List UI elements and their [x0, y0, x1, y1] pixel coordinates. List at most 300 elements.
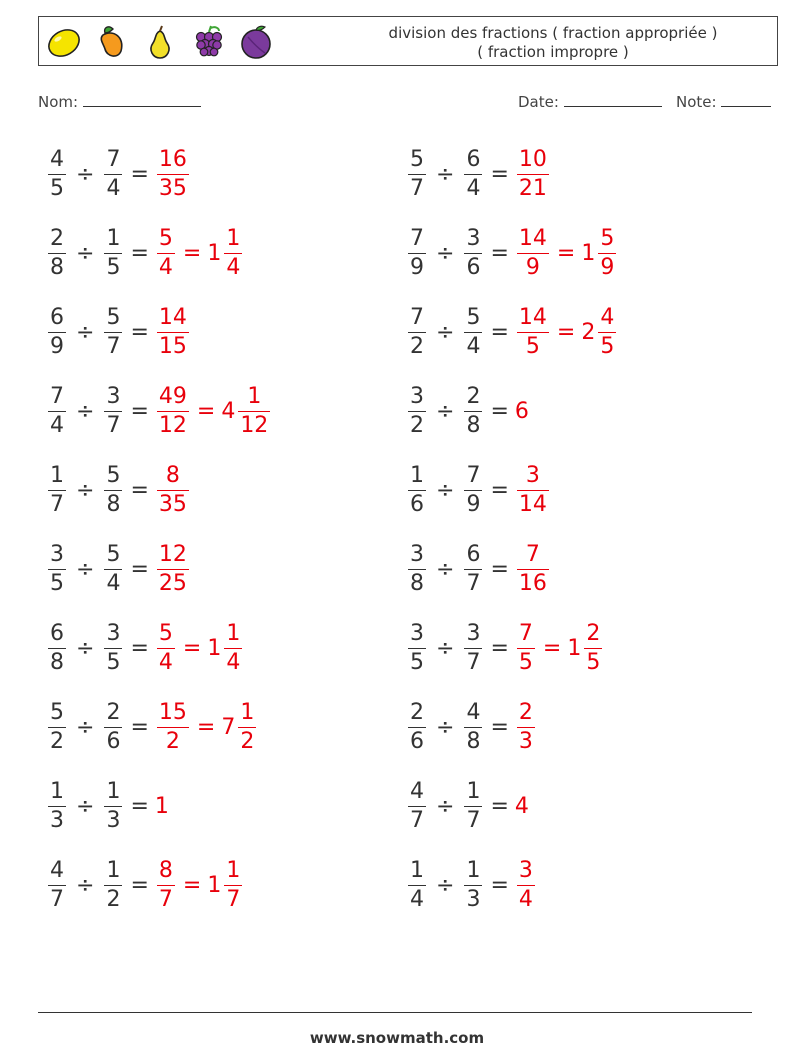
numerator: 6: [466, 541, 481, 567]
numerator: 7: [410, 304, 424, 330]
divisor-fraction: [464, 225, 482, 280]
mixed-whole: 1: [567, 635, 582, 661]
problem-item: [46, 459, 191, 521]
divisor-fraction: [464, 541, 482, 596]
denominator: 4: [410, 886, 424, 912]
equals-sign: =: [490, 872, 509, 898]
numerator: 3: [410, 383, 424, 409]
fruit-icons: [45, 23, 275, 61]
answer-fraction: [157, 383, 189, 438]
divisor-fraction: [104, 620, 122, 675]
divisor-fraction: [464, 462, 482, 517]
equals-sign: =: [130, 714, 149, 740]
denominator: 3: [466, 886, 481, 912]
divisor-fraction: [464, 778, 482, 833]
denominator: 8: [106, 491, 121, 517]
denominator: 2: [410, 333, 424, 359]
answer-fraction: [517, 462, 549, 517]
answer-fraction: [517, 225, 549, 280]
numerator: 2: [518, 699, 533, 725]
dividend-fraction: [408, 699, 426, 754]
denominator: 4: [158, 649, 173, 675]
numerator: 5: [106, 304, 121, 330]
numerator: 1: [50, 462, 64, 488]
problem-item: [406, 301, 618, 363]
date-label: Date:: [518, 93, 559, 111]
divide-sign: ÷: [76, 477, 95, 503]
mixed-fraction: [224, 620, 242, 675]
answer: [515, 699, 537, 754]
answer: [515, 225, 618, 280]
denominator: 4: [466, 175, 481, 201]
equals-sign: =: [490, 635, 509, 661]
pear-icon: [141, 23, 179, 61]
numerator: 7: [410, 225, 424, 251]
denominator: 7: [410, 807, 424, 833]
answer: [155, 304, 191, 359]
divisor-fraction: [104, 541, 122, 596]
dividend-fraction: [48, 778, 66, 833]
numerator: 7: [106, 146, 121, 172]
divide-sign: ÷: [436, 398, 455, 424]
equals-sign: =: [490, 477, 509, 503]
denominator: 7: [50, 886, 64, 912]
problem-item: [46, 854, 244, 916]
problem-item: [46, 538, 191, 600]
numerator: 1: [466, 857, 481, 883]
divide-sign: ÷: [76, 161, 95, 187]
name-field: [38, 92, 201, 111]
denominator: 21: [518, 175, 547, 201]
numerator: 7: [50, 383, 64, 409]
answer: [515, 857, 537, 912]
numerator: 1: [226, 620, 241, 646]
denominator: 2: [240, 728, 255, 754]
answer-fraction: [517, 620, 535, 675]
numerator: 12: [158, 541, 187, 567]
dividend-fraction: [408, 620, 426, 675]
answer-equals-sign: =: [196, 714, 216, 740]
date-field: [518, 92, 662, 111]
divisor-fraction: [104, 383, 122, 438]
dividend-fraction: [48, 541, 66, 596]
dividend-fraction: [408, 225, 426, 280]
equals-sign: =: [130, 872, 149, 898]
divide-sign: ÷: [76, 556, 95, 582]
mixed-fraction: [238, 699, 256, 754]
denominator: 15: [158, 333, 187, 359]
denominator: 4: [106, 175, 121, 201]
answer-equals-sign: =: [542, 635, 562, 661]
denominator: 9: [466, 491, 481, 517]
numerator: 5: [106, 541, 121, 567]
equals-sign: =: [490, 556, 509, 582]
mixed-whole: 1: [207, 240, 222, 266]
denominator: 7: [158, 886, 173, 912]
numerator: 1: [226, 857, 241, 883]
divide-sign: ÷: [436, 793, 455, 819]
divisor-fraction: [104, 146, 122, 201]
mixed-fraction: [598, 225, 616, 280]
dividend-fraction: [48, 699, 66, 754]
answer: [515, 462, 551, 517]
dividend-fraction: [408, 146, 426, 201]
problem-item: [406, 854, 537, 916]
numerator: 1: [410, 462, 424, 488]
denominator: 35: [158, 175, 187, 201]
divisor-fraction: [464, 146, 482, 201]
problem-item: [406, 775, 529, 837]
equals-sign: =: [130, 793, 149, 819]
dividend-fraction: [48, 304, 66, 359]
answer-whole: 4: [514, 793, 529, 819]
answer: [155, 541, 191, 596]
divisor-fraction: [464, 304, 482, 359]
numerator: 3: [410, 620, 424, 646]
dividend-fraction: [48, 383, 66, 438]
problem-item: [46, 380, 272, 442]
answer-fraction: [157, 699, 189, 754]
numerator: 8: [165, 462, 180, 488]
problem-item: [46, 775, 169, 837]
grapes-icon: [189, 23, 227, 61]
denominator: 2: [50, 728, 64, 754]
denominator: 4: [226, 649, 241, 675]
equals-sign: =: [490, 398, 509, 424]
mixed-whole: 2: [581, 319, 596, 345]
denominator: 6: [410, 728, 424, 754]
answer: [155, 857, 244, 912]
denominator: 2: [106, 886, 121, 912]
numerator: 4: [600, 304, 615, 330]
answer: [155, 620, 244, 675]
divisor-fraction: [464, 383, 482, 438]
denominator: 5: [50, 175, 64, 201]
answer: [515, 620, 604, 675]
answer-fraction: [517, 699, 535, 754]
mixed-whole: 1: [207, 635, 222, 661]
score-blank[interactable]: [721, 92, 771, 107]
denominator: 5: [517, 332, 549, 358]
divisor-fraction: [104, 225, 122, 280]
denominator: 5: [586, 649, 601, 675]
answer-fraction: [157, 146, 189, 201]
numerator: 5: [410, 146, 424, 172]
divide-sign: ÷: [76, 635, 95, 661]
answer: [155, 462, 191, 517]
divisor-fraction: [464, 699, 482, 754]
answer-fraction: [517, 146, 549, 201]
numerator: 6: [466, 146, 481, 172]
denominator: 5: [106, 254, 121, 280]
answer: [515, 541, 551, 596]
dividend-fraction: [48, 225, 66, 280]
denominator: 16: [518, 570, 547, 596]
equals-sign: =: [130, 240, 149, 266]
denominator: 4: [158, 254, 173, 280]
denominator: 8: [410, 570, 424, 596]
divide-sign: ÷: [76, 240, 95, 266]
numerator: 3: [518, 857, 533, 883]
dividend-fraction: [48, 620, 66, 675]
answer-equals-sign: =: [182, 635, 202, 661]
divisor-fraction: [104, 304, 122, 359]
numerator: 4: [50, 857, 64, 883]
numerator: 7: [525, 541, 540, 567]
denominator: 8: [466, 728, 481, 754]
numerator: 2: [586, 620, 601, 646]
plum-icon: [237, 23, 275, 61]
answer-fraction: [517, 857, 535, 912]
numerator: 3: [525, 462, 540, 488]
dividend-fraction: [48, 462, 66, 517]
problem-item: [406, 617, 604, 679]
divisor-fraction: [104, 462, 122, 517]
dividend-fraction: [408, 857, 426, 912]
denominator: 9: [600, 254, 615, 280]
numerator: 7: [466, 462, 481, 488]
numerator: 5: [50, 699, 64, 725]
dividend-fraction: [408, 383, 426, 438]
numerator: 3: [106, 620, 121, 646]
divide-sign: ÷: [76, 714, 95, 740]
denominator: 5: [50, 570, 64, 596]
divide-sign: ÷: [76, 398, 95, 424]
problem-item: [406, 538, 551, 600]
numerator: 15: [158, 699, 187, 725]
footer-divider: [38, 1012, 752, 1013]
numerator: 1: [106, 857, 121, 883]
denominator: 2: [157, 727, 189, 753]
title-line-2: ( fraction impropre ): [477, 43, 629, 61]
denominator: 8: [50, 254, 64, 280]
denominator: 6: [466, 254, 481, 280]
numerator: 3: [466, 620, 481, 646]
dividend-fraction: [408, 462, 426, 517]
divide-sign: ÷: [76, 319, 95, 345]
numerator: 5: [158, 225, 173, 251]
answer-whole: 6: [514, 398, 529, 424]
numerator: 1: [466, 778, 481, 804]
denominator: 3: [518, 728, 533, 754]
numerator: 5: [106, 462, 121, 488]
mixed-whole: 1: [207, 872, 222, 898]
equals-sign: =: [490, 319, 509, 345]
equals-sign: =: [130, 477, 149, 503]
answer: [155, 225, 244, 280]
numerator: 14: [518, 304, 547, 330]
answer: [515, 794, 529, 819]
problem-item: [406, 696, 537, 758]
divisor-fraction: [104, 699, 122, 754]
problem-item: [46, 301, 191, 363]
answer-whole: 1: [154, 793, 169, 819]
mango-icon: [93, 23, 131, 61]
name-label: Nom:: [38, 93, 79, 111]
dividend-fraction: [48, 146, 66, 201]
denominator: 9: [517, 253, 549, 279]
numerator: 2: [466, 383, 481, 409]
numerator: 5: [158, 620, 173, 646]
answer: [155, 146, 191, 201]
mixed-fraction: [238, 383, 270, 438]
answer-fraction: [157, 304, 189, 359]
numerator: 1: [106, 778, 121, 804]
problem-item: [406, 380, 529, 442]
numerator: 4: [410, 778, 424, 804]
numerator: 1: [50, 778, 64, 804]
denominator: 5: [518, 649, 533, 675]
denominator: 5: [106, 649, 121, 675]
denominator: 7: [410, 175, 424, 201]
denominator: 25: [158, 570, 187, 596]
divide-sign: ÷: [436, 477, 455, 503]
numerator: 2: [50, 225, 64, 251]
problem-item: [406, 143, 551, 205]
name-blank[interactable]: [83, 92, 201, 107]
denominator: 7: [106, 333, 121, 359]
score-field: [676, 92, 771, 111]
title-line-1: division des fractions ( fraction appropriée ): [388, 24, 718, 42]
denominator: 4: [50, 412, 64, 438]
divide-sign: ÷: [436, 161, 455, 187]
denominator: 4: [106, 570, 121, 596]
answer-fraction: [157, 462, 189, 517]
denominator: 6: [106, 728, 121, 754]
problem-item: [46, 143, 191, 205]
answer: [155, 794, 169, 819]
numerator: 1: [240, 699, 255, 725]
mixed-fraction: [224, 225, 242, 280]
equals-sign: =: [130, 161, 149, 187]
answer: [515, 304, 618, 359]
divisor-fraction: [464, 620, 482, 675]
answer-fraction: [157, 620, 175, 675]
denominator: 8: [466, 412, 481, 438]
problem-item: [46, 222, 244, 284]
mixed-fraction: [584, 620, 602, 675]
divisor-fraction: [104, 778, 122, 833]
equals-sign: =: [130, 319, 149, 345]
answer-fraction: [157, 857, 175, 912]
numerator: 2: [410, 699, 424, 725]
answer-fraction: [517, 541, 549, 596]
numerator: 6: [50, 620, 64, 646]
denominator: 7: [466, 570, 481, 596]
equals-sign: =: [130, 398, 149, 424]
divide-sign: ÷: [76, 793, 95, 819]
problem-item: [46, 696, 258, 758]
denominator: 12: [158, 412, 187, 438]
numerator: 14: [518, 225, 547, 251]
numerator: 1: [247, 383, 262, 409]
dividend-fraction: [408, 541, 426, 596]
equals-sign: =: [490, 161, 509, 187]
equals-sign: =: [490, 793, 509, 819]
problem-item: [46, 617, 244, 679]
divide-sign: ÷: [436, 714, 455, 740]
answer: [515, 146, 551, 201]
mixed-whole: 1: [581, 240, 596, 266]
numerator: 3: [466, 225, 481, 251]
numerator: 49: [158, 383, 187, 409]
denominator: 4: [518, 886, 533, 912]
denominator: 3: [50, 807, 64, 833]
equals-sign: =: [130, 635, 149, 661]
numerator: 3: [106, 383, 121, 409]
answer: [155, 383, 272, 438]
numerator: 6: [50, 304, 64, 330]
dividend-fraction: [408, 778, 426, 833]
score-label: Note:: [676, 93, 717, 111]
divide-sign: ÷: [436, 635, 455, 661]
denominator: 7: [106, 412, 121, 438]
answer: [515, 399, 529, 424]
numerator: 1: [226, 225, 241, 251]
equals-sign: =: [490, 240, 509, 266]
numerator: 3: [50, 541, 64, 567]
denominator: 8: [50, 649, 64, 675]
answer-equals-sign: =: [556, 240, 576, 266]
dividend-fraction: [48, 857, 66, 912]
numerator: 3: [410, 541, 424, 567]
numerator: 5: [600, 225, 615, 251]
denominator: 5: [600, 333, 615, 359]
denominator: 5: [410, 649, 424, 675]
divide-sign: ÷: [436, 556, 455, 582]
denominator: 7: [50, 491, 64, 517]
numerator: 5: [466, 304, 481, 330]
mixed-whole: 7: [221, 714, 236, 740]
denominator: 4: [226, 254, 241, 280]
numerator: 10: [518, 146, 547, 172]
divide-sign: ÷: [436, 240, 455, 266]
numerator: 2: [106, 699, 121, 725]
numerator: 1: [410, 857, 424, 883]
answer-fraction: [517, 304, 549, 359]
numerator: 4: [466, 699, 481, 725]
numerator: 7: [518, 620, 533, 646]
worksheet-title: [343, 24, 763, 62]
denominator: 7: [466, 649, 481, 675]
divide-sign: ÷: [436, 872, 455, 898]
worksheet-header: [38, 16, 778, 66]
mixed-fraction: [598, 304, 616, 359]
denominator: 7: [226, 886, 241, 912]
divisor-fraction: [464, 857, 482, 912]
denominator: 3: [106, 807, 121, 833]
divisor-fraction: [104, 857, 122, 912]
lemon-icon: [45, 23, 83, 61]
answer-equals-sign: =: [556, 319, 576, 345]
date-blank[interactable]: [564, 92, 662, 107]
equals-sign: =: [130, 556, 149, 582]
mixed-whole: 4: [221, 398, 236, 424]
divide-sign: ÷: [436, 319, 455, 345]
problem-item: [406, 459, 551, 521]
answer-equals-sign: =: [182, 872, 202, 898]
numerator: 8: [158, 857, 173, 883]
denominator: 2: [410, 412, 424, 438]
denominator: 7: [466, 807, 481, 833]
answer-fraction: [157, 225, 175, 280]
numerator: 4: [50, 146, 64, 172]
denominator: 6: [410, 491, 424, 517]
dividend-fraction: [408, 304, 426, 359]
answer: [155, 699, 258, 754]
equals-sign: =: [490, 714, 509, 740]
divide-sign: ÷: [76, 872, 95, 898]
